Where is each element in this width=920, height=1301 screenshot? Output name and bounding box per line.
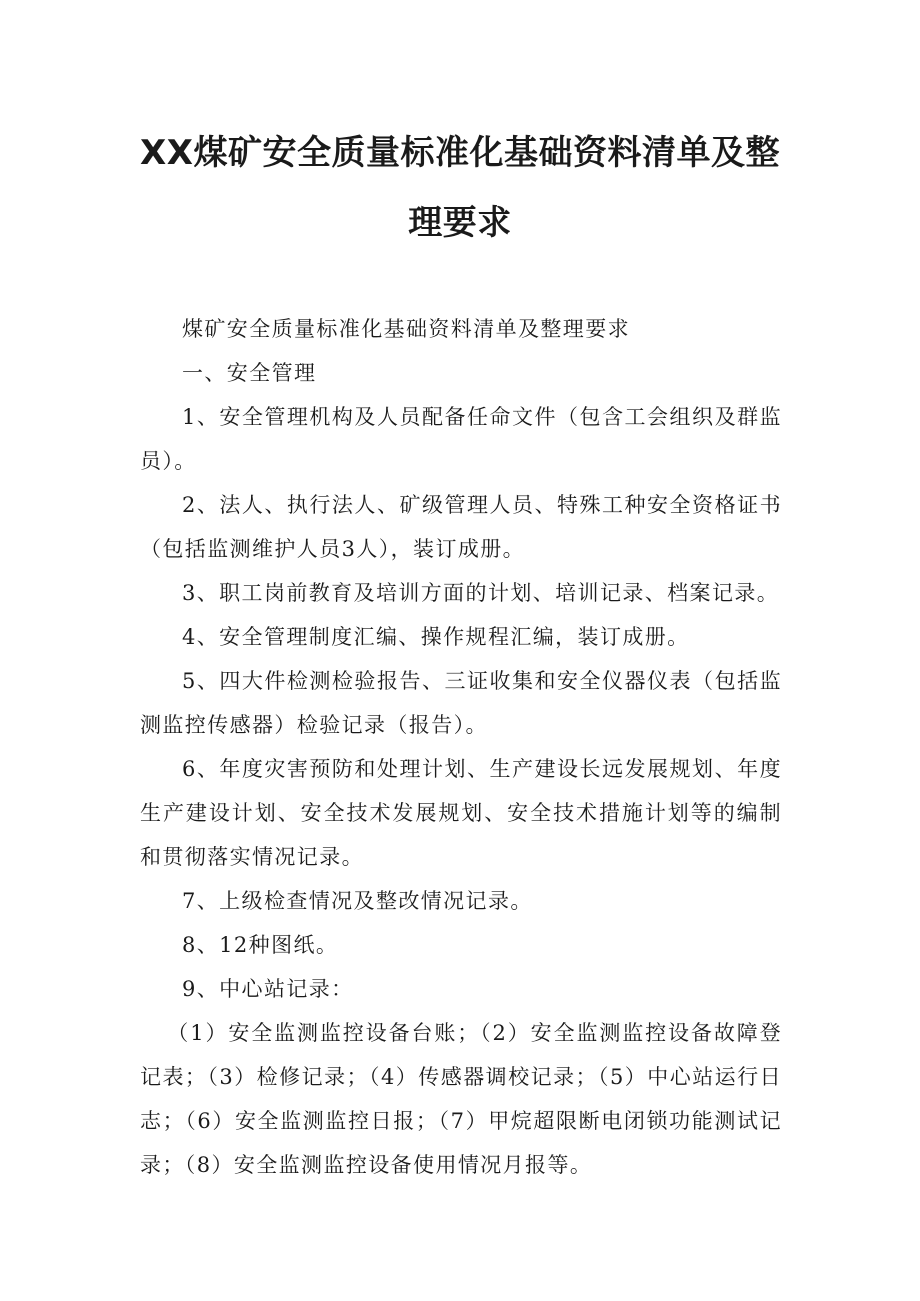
list-item: 2、法人、执行法人、矿级管理人员、特殊工种安全资格证书（包括监测维护人员3人），装订成册。 bbox=[140, 493, 782, 561]
list-item: 1、安全管理机构及人员配备任命文件（包含工会组织及群监员）。 bbox=[140, 405, 782, 473]
list-item: 3、职工岗前教育及培训方面的计划、培训记录、档案记录。 bbox=[182, 581, 780, 605]
sub-list-paragraph: （1）安全监测监控设备台账；（2）安全监测监控设备故障登记表；（3）检修记录；（4）传感器调校记录；（5）中心站运行日志；（6）安全监测监控日报；（7）甲烷超限断电闭锁功能测试记录；（8）安全监测监控设备使用情况月报等。 bbox=[140, 1021, 782, 1177]
document-body bbox=[140, 307, 782, 1187]
list-item: 4、安全管理制度汇编、操作规程汇编，装订成册。 bbox=[182, 625, 690, 649]
list-item: 6、年度灾害预防和处理计划、生产建设长远发展规划、年度生产建设计划、安全技术发展规划、安全技术措施计划等的编制和贯彻落实情况记录。 bbox=[140, 757, 782, 869]
list-item: 9、中心站记录： bbox=[182, 977, 354, 1001]
section-title-safety-management: 一、安全管理 bbox=[182, 361, 317, 385]
document-title-line-1: XX煤矿安全质量标准化基础资料清单及整 bbox=[140, 133, 780, 173]
list-item: 8、12种图纸。 bbox=[182, 933, 339, 957]
list-item: 5、四大件检测检验报告、三证收集和安全仪器仪表（包括监测监控传感器）检验记录（报告）。 bbox=[140, 669, 782, 737]
document-title-line-2: 理要求 bbox=[408, 203, 512, 243]
section-heading: 煤矿安全质量标准化基础资料清单及整理要求 bbox=[182, 317, 630, 341]
list-item: 7、上级检查情况及整改情况记录。 bbox=[182, 889, 533, 913]
